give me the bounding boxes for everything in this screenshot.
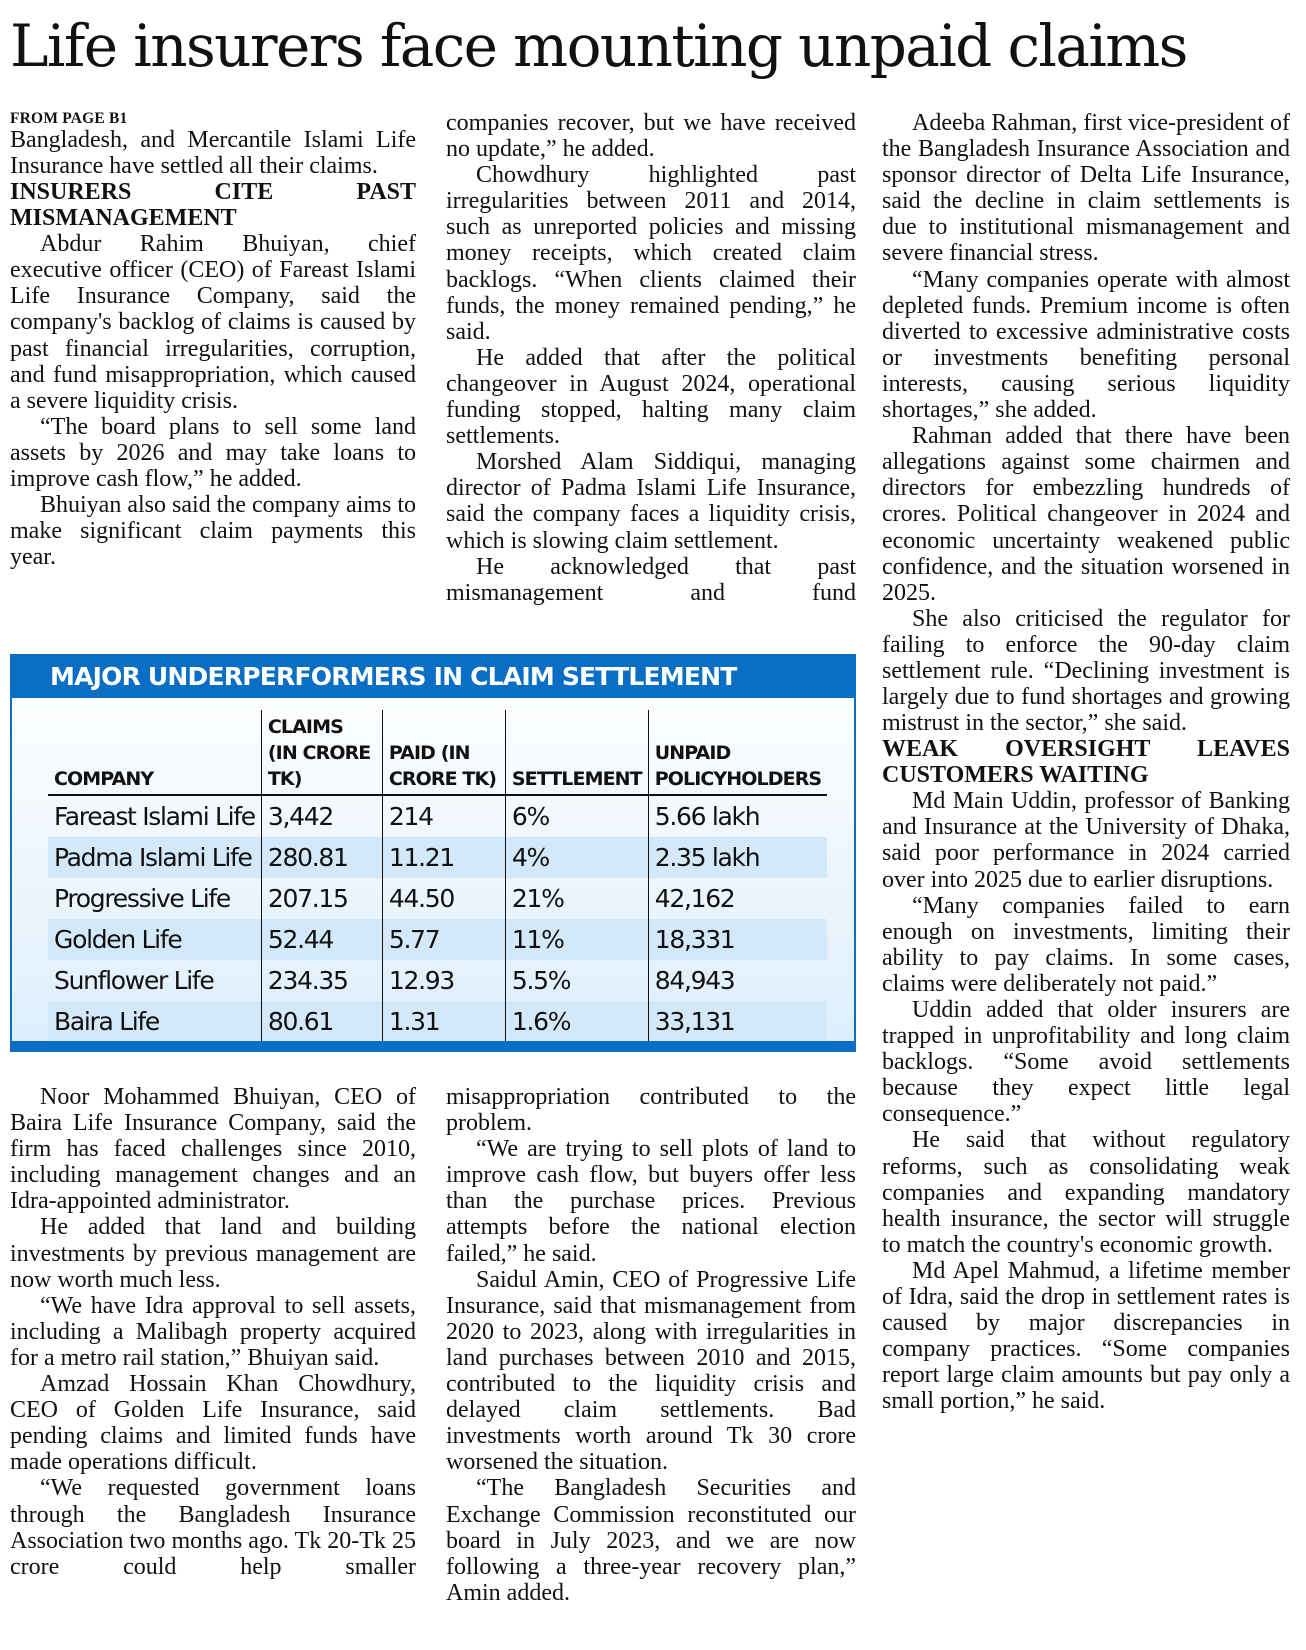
cell-unpaid: 18,331 — [648, 919, 827, 960]
headline: Life insurers face mounting unpaid claims — [10, 12, 1187, 80]
paragraph: Amzad Hossain Khan Chowdhury, CEO of Golden Life Insurance, said pending claims and limited funds have made operations difficult. — [10, 1371, 416, 1476]
cell-settlement: 5.5% — [505, 960, 648, 1001]
cell-settlement: 6% — [505, 795, 648, 837]
table-row — [48, 795, 827, 837]
paragraph: He added that after the political changeover in August 2024, operational funding stopped, halting many claim settlements. — [446, 344, 856, 450]
claim-settlement-table — [48, 710, 827, 1042]
cell-company: Golden Life — [48, 919, 261, 960]
paragraph: Md Main Uddin, professor of Banking and Insurance at the University of Dhaka, said poor performance in 2024 carried over into 2025 due to earlier disruptions. — [882, 788, 1290, 893]
subhead-insurers-cite-past-mismanagement: INSURERS CITE PAST MISMANAGEMENT — [10, 179, 416, 232]
paragraph: “We are trying to sell plots of land to improve cash flow, but buyers offer less than the purchase prices. Previous attempts before the national election failed,” he said. — [446, 1136, 856, 1267]
paragraph: “The Bangladesh Securities and Exchange Commission reconstituted our board in July 2023, and we are now following a three-year recovery plan,” Amin added. — [446, 1475, 856, 1606]
paragraph: She also criticised the regulator for failing to enforce the 90-day claim settlement rule. “Declining investment is largely due to fund shortages and growing mistrust in the sector,” she said. — [882, 605, 1290, 737]
cell-paid: 1.31 — [382, 1001, 505, 1042]
cell-paid: 11.21 — [382, 837, 505, 878]
paragraph: Saidul Amin, CEO of Progressive Life Insurance, said that mismanagement from 2020 to 2023, along with irregularities in land purchases between 2010 and 2015, contributed to the liquidity crisis and delayed claim settlements. Bad investments worth around Tk 30 crore worsened the situation. — [446, 1266, 856, 1476]
paragraph: Uddin added that older insurers are trapped in unprofitability and long claim backlogs. “Some avoid settlements because they expect little legal consequence.” — [882, 997, 1290, 1128]
claim-settlement-table-box — [10, 654, 856, 1052]
paragraph: misappropriation contributed to the problem. — [446, 1084, 856, 1137]
paragraph: “We have Idra approval to sell assets, including a Malibagh property acquired for a metro rail station,” Bhuiyan said. — [10, 1292, 416, 1371]
paragraph: Abdur Rahim Bhuiyan, chief executive officer (CEO) of Fareast Islami Life Insurance Company, said the company's backlog of claims is caused by past financial irregularities, corruption, and fund misappropriation, which caused a severe liquidity crisis. — [10, 231, 416, 414]
cell-company: Sunflower Life — [54, 966, 214, 995]
cell-company: Fareast Islami Life — [54, 802, 255, 831]
cell-paid: 12.93 — [382, 960, 505, 1001]
paragraph: He added that land and building investments by previous management are now worth much less. — [10, 1214, 416, 1293]
header-claims: CLAIMS (IN CRORE TK) — [261, 710, 382, 795]
cell-paid: 5.77 — [382, 919, 505, 960]
cell-settlement: 4% — [505, 837, 648, 878]
cell-company: Progressive Life — [54, 884, 231, 913]
table-row — [48, 960, 827, 1001]
header-paid: PAID (IN CRORE TK) — [382, 710, 505, 795]
paragraph: Bhuiyan also said the company aims to make significant claim payments this year. — [10, 492, 416, 571]
cell-claims: 207.15 — [261, 878, 382, 919]
article-column-3 — [882, 110, 1290, 1415]
cell-claims: 234.35 — [261, 960, 382, 1001]
paragraph: Rahman added that there have been allegations against some chairmen and directors for embezzling hundreds of crores. Political changeover in 2024 and economic uncertainty weakened public confidence, and the situation worsened in 2025. — [882, 423, 1290, 606]
paragraph: He said that without regulatory reforms, such as consolidating weak companies and expanding mandatory health insurance, the sector will struggle to match the country's economic growth. — [882, 1127, 1290, 1258]
header-company: COMPANY — [48, 710, 261, 795]
header-settlement: SETTLEMENT — [505, 710, 648, 795]
cell-unpaid: 84,943 — [648, 960, 827, 1001]
table-row — [48, 1001, 827, 1042]
paragraph: Adeeba Rahman, first vice-president of the Bangladesh Insurance Association and sponsor director of Delta Life Insurance, said the decline in claim settlements is due to institutional mismanagement and severe financial stress. — [882, 110, 1290, 267]
header-unpaid-policyholders: UNPAID POLICYHOLDERS — [648, 710, 827, 795]
table-row — [48, 837, 827, 878]
table-bottom-bar — [12, 1041, 854, 1050]
cell-paid: 44.50 — [382, 878, 505, 919]
article-column-5 — [446, 1084, 856, 1606]
paragraph: “The board plans to sell some land assets by 2026 and may take loans to improve cash flow,” he added. — [10, 413, 416, 493]
paragraph: companies recover, but we have received no update,” he added. — [446, 110, 856, 163]
cell-unpaid: 33,131 — [648, 1001, 827, 1042]
cell-unpaid: 5.66 lakh — [648, 795, 827, 837]
paragraph: “Many companies operate with almost depleted funds. Premium income is often diverted to excessive administrative costs or investments benefiting personal interests, causing serious liquidity shortages,” she added. — [882, 266, 1290, 424]
cell-claims: 280.81 — [261, 837, 382, 878]
cell-company: Baira Life — [48, 1001, 261, 1042]
table-row — [48, 878, 827, 919]
article-column-1 — [10, 110, 416, 570]
paragraph: Chowdhury highlighted past irregularities between 2011 and 2014, such as unreported policies and missing money receipts, which created claim backlogs. “When clients claimed their funds, the money remained pending,” he said. — [446, 162, 856, 345]
table-header-row — [48, 710, 827, 795]
cell-settlement: 1.6% — [505, 1001, 648, 1042]
cell-claims: 52.44 — [261, 919, 382, 960]
paragraph: Morshed Alam Siddiqui, managing director of Padma Islami Life Insurance, said the company faces a liquidity crisis, which is slowing claim settlement. — [446, 449, 856, 554]
cell-unpaid: 2.35 lakh — [648, 837, 827, 878]
article-column-2 — [446, 110, 856, 606]
table-row — [48, 919, 827, 960]
cell-paid: 214 — [382, 795, 505, 837]
cell-claims: 3,442 — [261, 795, 382, 837]
paragraph: “Many companies failed to earn enough on investments, limiting their ability to pay claims. In some cases, claims were deliberately not paid.” — [882, 892, 1290, 997]
paragraph: “We requested government loans through the Bangladesh Insurance Association two months ago. Tk 20-Tk 25 crore could help smaller — [10, 1475, 416, 1580]
paragraph: Md Apel Mahmud, a lifetime member of Idra, said the drop in settlement rates is caused by major discrepancies in company practices. “Some companies report large claim amounts but pay only a small portion,” he said. — [882, 1257, 1290, 1415]
paragraph: Noor Mohammed Bhuiyan, CEO of Baira Life Insurance Company, said the firm has faced challenges since 2010, including management changes and an Idra-appointed administrator. — [10, 1084, 416, 1215]
subhead-weak-oversight: WEAK OVERSIGHT LEAVES CUSTOMERS WAITING — [882, 736, 1290, 789]
paragraph: Bangladesh, and Mercantile Islami Life Insurance have settled all their claims. — [10, 127, 416, 180]
cell-settlement: 11% — [505, 919, 648, 960]
table-title: MAJOR UNDERPERFORMERS IN CLAIM SETTLEMENT — [12, 656, 854, 698]
cell-claims: 80.61 — [261, 1001, 382, 1042]
cell-unpaid: 42,162 — [648, 878, 827, 919]
cell-company: Padma Islami Life — [48, 837, 261, 878]
cell-settlement: 21% — [505, 878, 648, 919]
article-column-4 — [10, 1084, 416, 1580]
kicker-from-page: FROM PAGE B1 — [10, 110, 128, 127]
paragraph: He acknowledged that past mismanagement and fund — [446, 553, 856, 606]
